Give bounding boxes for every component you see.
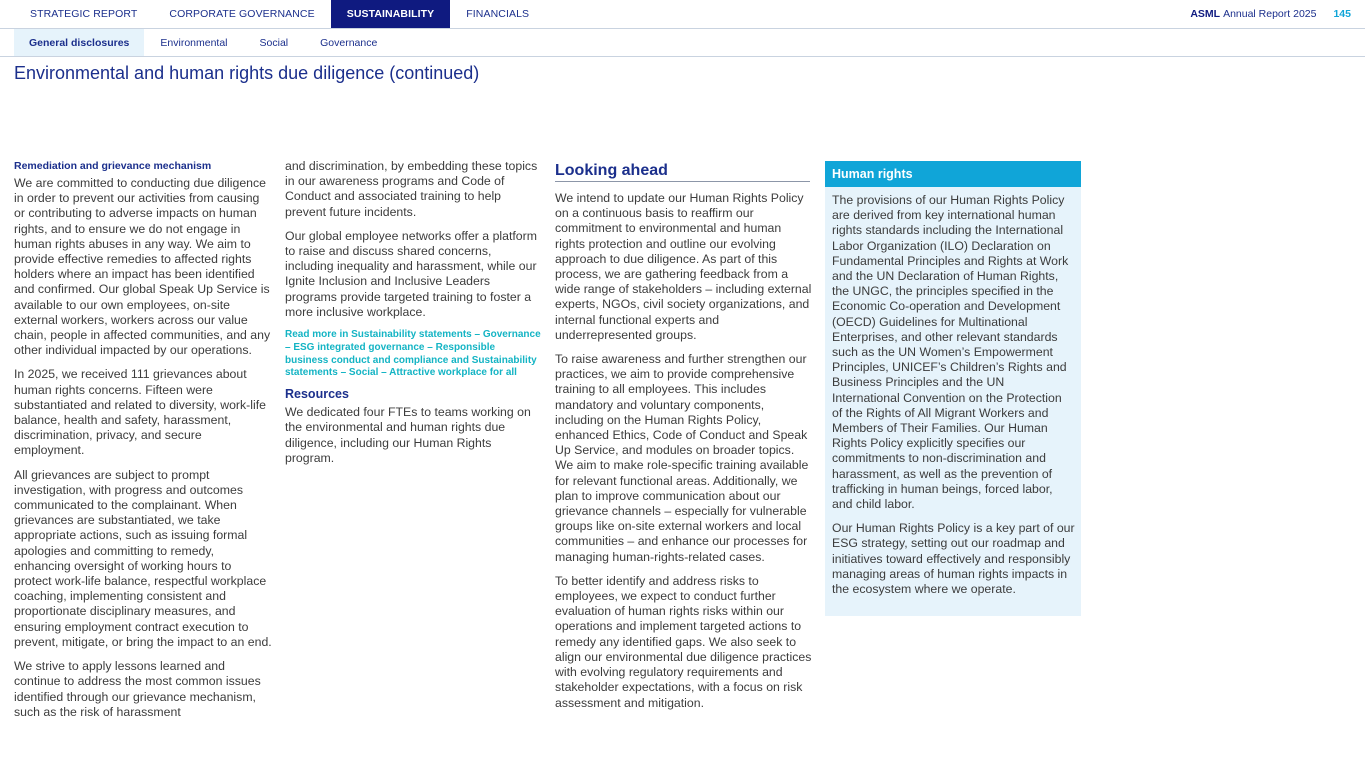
networks-column xyxy=(285,159,541,475)
subtab-general-disclosures[interactable]: General disclosures xyxy=(14,29,144,56)
remediation-heading: Remediation and grievance mechanism xyxy=(14,160,212,172)
human-rights-box xyxy=(825,161,1081,616)
paragraph: Our global employee networks offer a platform to raise and discuss shared concerns, including inequality and harassment, while our Ignite Inclusion and Inclusive Leaders programs provide targeted training to foster a more inclusive workplace. xyxy=(285,228,537,319)
report-header xyxy=(1190,0,1365,28)
read-more-link[interactable]: Read more in Sustainability statements – Governance – ESG integrated governance – Responsible business conduct and compliance and Sustainability statements – Social – Attractive workplace for all xyxy=(285,329,541,379)
human-rights-box-heading: Human rights xyxy=(825,161,1081,187)
tab-strategic-report[interactable]: STRATEGIC REPORT xyxy=(30,8,138,20)
paragraph: and discrimination, by embedding these topics in our awareness programs and Code of Conduct and associated training to help prevent future incidents. xyxy=(285,159,538,219)
human-rights-box-body xyxy=(825,187,1081,597)
looking-ahead-heading: Looking ahead xyxy=(555,161,810,182)
paragraph: The provisions of our Human Rights Policy are derived from key international human rights standards including the International Labor Organization (ILO) Declaration on Fundamental Principles and Rights at Work and the UN Declaration of Human Rights, the UNGC, the principles specified in the Economic Co-operation and Development (OECD) Guidelines for Multinational Enterprises, and other relevant standards such as the UN Women’s Empowerment Principles, UNICEF’s Children’s Rights and Business Principles and the UN International Convention on the Protection of the Rights of All Migrant Workers and Members of Their Families. Our Human Rights Policy explicitly specifies our commitments to non-discrimination and harassment, as well as the prevention of trafficking in human beings, forced labor, and child labor. xyxy=(832,193,1069,512)
top-navigation xyxy=(0,0,1365,29)
remediation-column xyxy=(14,160,272,729)
subtab-environmental[interactable]: Environmental xyxy=(160,36,228,49)
sub-navigation xyxy=(0,29,1365,57)
page-title: Environmental and human rights due diligence (continued) xyxy=(14,63,480,83)
report-title: Annual Report 2025 xyxy=(1223,8,1317,20)
brand-name: ASML xyxy=(1190,8,1221,20)
subtab-governance[interactable]: Governance xyxy=(320,36,378,49)
tab-sustainability[interactable]: SUSTAINABILITY xyxy=(331,0,451,28)
paragraph: To better identify and address risks to employees, we expect to conduct further evaluation of human rights risks within our operations and implement targeted actions to remedy any identified gaps. We also seek to align our environmental due diligence practices with evolving regulatory requirements and stakeholder expectations, with a focus on risk assessment and mitigation. xyxy=(555,573,812,710)
paragraph: In 2025, we received 111 grievances about human rights concerns. Fifteen were substantiated and related to diversity, work-life balance, health and safety, harassment, discrimination, privacy, and secure employment. xyxy=(14,367,266,458)
paragraph: Our Human Rights Policy is a key part of our ESG strategy, setting out our roadmap and initiatives toward effectively and responsibly managing areas of human rights impacts in the ecosystem where we operate. xyxy=(832,521,1075,597)
subtab-social[interactable]: Social xyxy=(259,36,289,49)
paragraph: We are committed to conducting due diligence in order to prevent our activities from causing or contributing to adverse impacts on human rights, and to ensure we do not engage in human rights abuses in any way. We aim to provide effective remedies to affected rights holders where an impact has been identified and confirmed. Our global Speak Up Service is available to our own employees, on-site external workers, workers across our value chain, people in affected communities, and any other individual impacted by our operations. xyxy=(14,176,271,358)
looking-ahead-column xyxy=(555,161,813,720)
paragraph: We strive to apply lessons learned and continue to address the most common issues identified through our grievance mechanism, such as the risk of harassment xyxy=(14,659,261,719)
tab-financials[interactable]: FINANCIALS xyxy=(466,8,530,20)
paragraph: All grievances are subject to prompt investigation, with progress and outcomes communicated to the complainant. When grievances are substantiated, we take appropriate actions, such as issuing formal apologies and committing to remedy, enhancing oversight of working hours to protect work-life balance, respectful workplace coaching, implementing consistent and proportionate disciplinary measures, and ensuring employment contract execution to prevent, mitigate, or bring the impact to an end. xyxy=(14,467,272,649)
resources-heading: Resources xyxy=(285,387,349,402)
paragraph: We intend to update our Human Rights Policy on a continuous basis to reaffirm our commitment to environmental and human rights protection and outline our evolving approach to due diligence. As part of this process, we are gathering feedback from a wide range of stakeholders – including external experts, NGOs, civil society organizations, and internal functional experts and underrepresented groups. xyxy=(555,191,812,342)
tab-corporate-governance[interactable]: CORPORATE GOVERNANCE xyxy=(169,8,315,20)
page-number: 145 xyxy=(1333,8,1351,20)
paragraph: We dedicated four FTEs to teams working on the environmental and human rights due diligence, including our Human Rights program. xyxy=(285,405,531,465)
paragraph: To raise awareness and further strengthen our practices, we aim to provide comprehensive training to all employees. This includes mandatory and voluntary components, including on the Human Rights Policy, enhanced Ethics, Code of Conduct and Speak Up Service, and modules on broader topics. We aim to make role-specific training available for relevant functional areas. Additionally, we plan to improve communication about our grievance channels – especially for vulnerable groups like on-site external workers and local communities – and enhance our processes for managing human-rights-related cases. xyxy=(555,352,809,564)
